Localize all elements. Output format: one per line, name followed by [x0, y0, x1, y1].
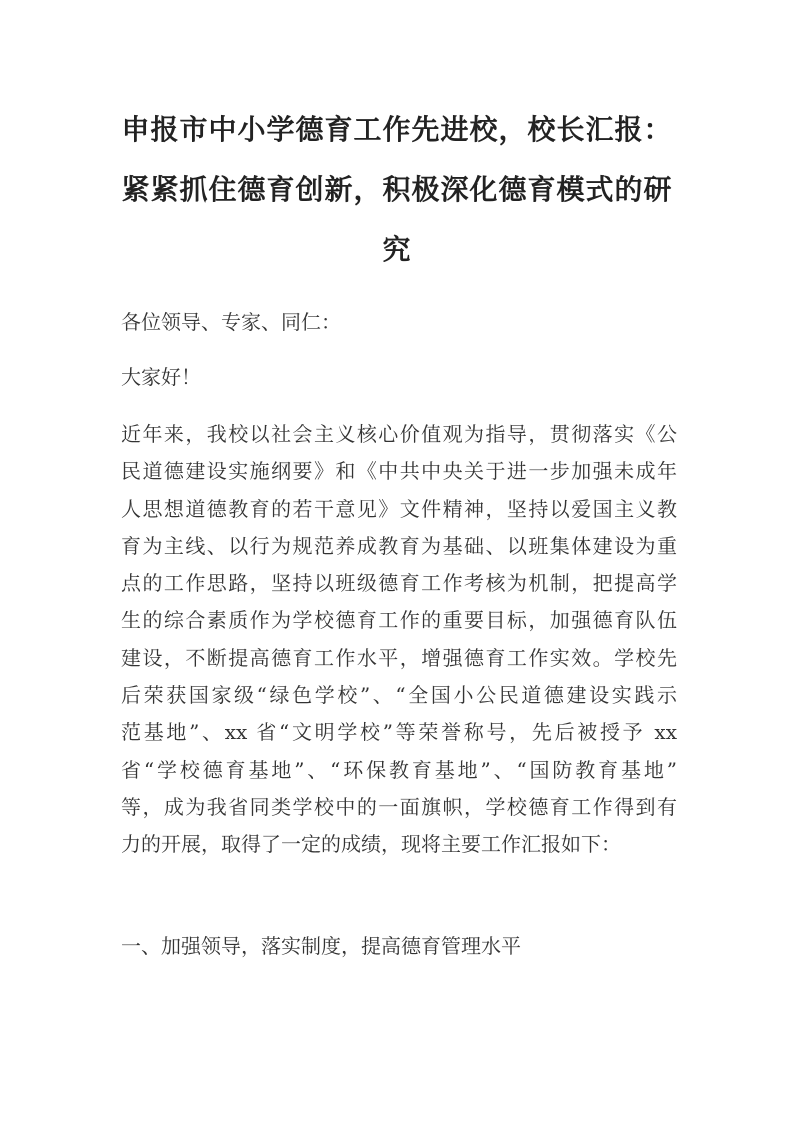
- paragraph-line: 省“学校德育基地”、“环保教育基地”、“国防教育基地”: [121, 757, 677, 782]
- paragraph-line: 等，成为我省同类学校中的一面旗帜，学校德育工作得到有: [121, 794, 677, 819]
- paragraph-line: 后荣获国家级“绿色学校”、“全国小公民道德建设实践示: [121, 683, 677, 708]
- paragraph-line: 生的综合素质作为学校德育工作的重要目标，加强德育队伍: [121, 608, 677, 633]
- paragraph-line: 范基地”、xx 省“文明学校”等荣誉称号，先后被授予 xx: [121, 720, 677, 745]
- paragraph-line: 近年来，我校以社会主义核心价值观为指导，贯彻落实《公: [121, 422, 677, 446]
- paragraph-line: 点的工作思路，坚持以班级德育工作考核为机制，把提高学: [121, 571, 677, 596]
- hello-text: 大家好！: [121, 365, 201, 389]
- paragraph-line: 力的开展，取得了一定的成绩，现将主要工作汇报如下：: [121, 832, 621, 857]
- section-heading: 一、加强领导，落实制度，提高德育管理水平: [121, 934, 521, 958]
- paragraph-line: 育为主线、以行为规范养成教育为基础、以班集体建设为重: [121, 533, 677, 558]
- paragraph-line: 人思想道德教育的若干意见》文件精神，坚持以爱国主义教: [121, 496, 677, 521]
- document-title: [112, 100, 682, 280]
- intro-paragraph: [121, 416, 677, 864]
- paragraph-line: 民道德建设实施纲要》和《中共中央关于进一步加强未成年: [121, 459, 677, 484]
- title-line-3: 究: [382, 233, 412, 266]
- title-line-2: 紧紧抓住德育创新，积极深化德育模式的研: [121, 173, 673, 206]
- paragraph-line: 建设，不断提高德育工作水平，增强德育工作实效。学校先: [121, 645, 677, 670]
- title-line-1: 申报市中小学德育工作先进校，校长汇报：: [121, 113, 673, 146]
- greeting-text: 各位领导、专家、同仁：: [121, 310, 341, 334]
